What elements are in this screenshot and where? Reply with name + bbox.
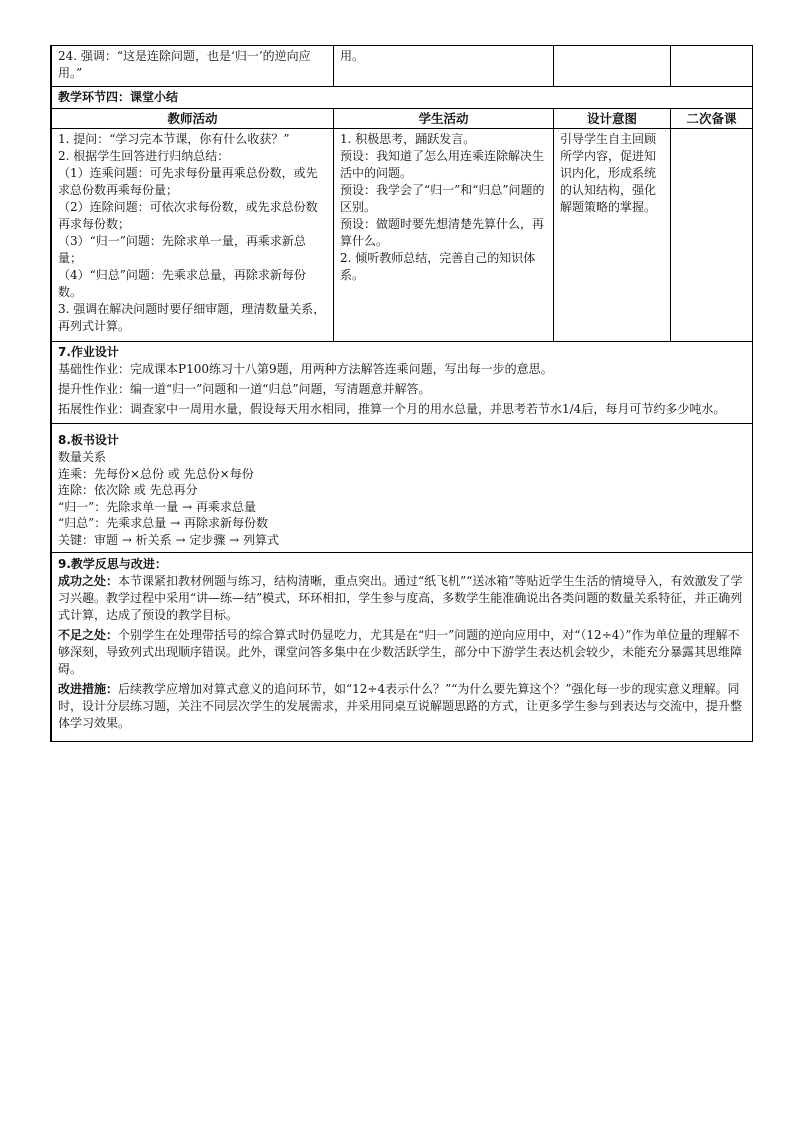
header-design-intent: 设计意图	[554, 109, 671, 129]
teacher-line: （1）连乘问题：可先求每份量再乘总份数，或先求总份数再乘每份量；	[58, 166, 318, 197]
student-activity-cell	[334, 46, 554, 87]
lesson-plan-page	[50, 45, 753, 742]
section4-content-row	[52, 129, 753, 342]
teacher-activity-text: 24. 强调：“这是连除问题，也是‘归一’的逆向应用。”	[58, 49, 311, 80]
section4-second-prep-cell	[671, 129, 753, 342]
second-prep-cell	[671, 46, 753, 87]
section4-student-cell	[334, 129, 554, 342]
teacher-line: （2）连除问题：可依次求每份数，或先求总份数再求每份数；	[58, 200, 318, 231]
student-activity-text: 用。	[340, 49, 365, 63]
continued-row	[52, 46, 753, 87]
section9-title: 9.教学反思与改进：	[58, 557, 167, 571]
homework-extended: 拓展性作业：调查家中一周用水量，假设每天用水相同，推算一个月的用水总量，并思考若节水1/4后，每月可节约多少吨水。	[58, 402, 726, 416]
header-student-activity: 学生活动	[334, 109, 554, 129]
section7-title: 7.作业设计	[58, 345, 119, 359]
header-second-prep: 二次备课	[671, 109, 753, 129]
homework-advanced: 提升性作业：编一道“归一”问题和一道“归总”问题，写清题意并解答。	[58, 382, 431, 396]
student-line: 预设：我学会了“归一”和“归总”问题的区别。	[340, 183, 545, 214]
teacher-line: 1. 提问：“学习完本节课，你有什么收获？”	[58, 132, 290, 146]
lesson-plan-table	[51, 45, 753, 742]
teacher-line: （3）“归一”问题：先除求单一量，再乘求新总量；	[58, 234, 306, 265]
teacher-line: （4）“归总”问题：先乘求总量，再除求新每份数。	[58, 268, 306, 299]
student-line: 2. 倾听教师总结，完善自己的知识体系。	[340, 251, 536, 282]
homework-basic: 基础性作业：完成课本P100练习十八第9题，用两种方法解答连乘问题，写出每一步的意思。	[58, 362, 553, 376]
reflection-success	[58, 573, 746, 624]
board-line: “归总”：先乘求总量 → 再除求新每份数	[58, 516, 268, 530]
section4-teacher-cell	[52, 129, 334, 342]
section4-intent-cell	[554, 129, 671, 342]
teacher-line: 2. 根据学生回答进行归纳总结：	[58, 149, 230, 163]
teacher-line: 3. 强调在解决问题时要仔细审题，理清数量关系，再列式计算。	[58, 302, 326, 333]
section8-row	[52, 424, 753, 553]
design-intent-text: 引导学生自主回顾所学内容，促进知识内化，形成系统的认知结构，强化解题策略的掌握。	[560, 132, 657, 214]
improve-text: 后续教学应增加对算式意义的追问环节，如“12÷4表示什么？”“为什么要先算这个？”强化每一步的现实意义理解。同时，设计分层练习题，关注不同层次学生的发展需求，并采用同桌互说解题思路的方式，让更多学生参与到表达与交流中，提升整体学习效果。	[58, 682, 743, 730]
section4-header-row	[52, 109, 753, 129]
student-line: 预设：做题时要先想清楚先算什么，再算什么。	[340, 217, 545, 248]
shortfall-text: 个别学生在处理带括号的综合算式时仍显吃力，尤其是在“归一”问题的逆向应用中，对“（12÷4）”作为单位量的理解不够深刻，导致列式出现顺序错误。此外，课堂问答多集中在少数活跃学生，部分中下游学生表达机会较少，未能充分暴露其思维障碍。	[58, 628, 743, 676]
success-text: 本节课紧扣教材例题与练习，结构清晰，重点突出。通过“纸飞机”“送冰箱”等贴近学生生活的情境导入，有效激发了学习兴趣。教学过程中采用“讲—练—结”模式，环环相扣，学生参与度高，多数学生能准确说出各类问题的数量关系特征，并正确列式计算，达成了预设的教学目标。	[58, 574, 743, 622]
reflection-cell	[52, 553, 753, 742]
design-intent-cell	[554, 46, 671, 87]
board-line: 连乘：先每份×总份 或 先总份×每份	[58, 466, 254, 481]
section7-row	[52, 342, 753, 424]
board-line: “归一”：先除求单一量 → 再乘求总量	[58, 499, 256, 514]
student-line: 1. 积极思考，踊跃发言。	[340, 132, 476, 146]
student-line: 预设：我知道了怎么用连乘连除解决生活中的问题。	[340, 149, 545, 180]
board-line: 连除：依次除 或 先总再分	[58, 483, 198, 497]
board-line: 数量关系	[58, 450, 107, 464]
section4-title: 教学环节四：课堂小结	[52, 87, 753, 109]
improve-label: 改进措施：	[58, 682, 119, 696]
section4-title-row	[52, 87, 753, 109]
board-line: 关键：审题 → 析关系 → 定步骤 → 列算式	[58, 532, 280, 547]
teacher-activity-cell	[52, 46, 334, 87]
shortfall-label: 不足之处：	[58, 628, 119, 642]
reflection-improvement	[58, 681, 746, 732]
section9-row	[52, 553, 753, 742]
board-design-cell	[52, 424, 753, 553]
homework-design-cell	[52, 342, 753, 424]
section8-title: 8.板书设计	[58, 433, 119, 447]
success-label: 成功之处：	[58, 574, 119, 588]
header-teacher-activity: 教师活动	[52, 109, 334, 129]
reflection-shortfall	[58, 627, 746, 678]
